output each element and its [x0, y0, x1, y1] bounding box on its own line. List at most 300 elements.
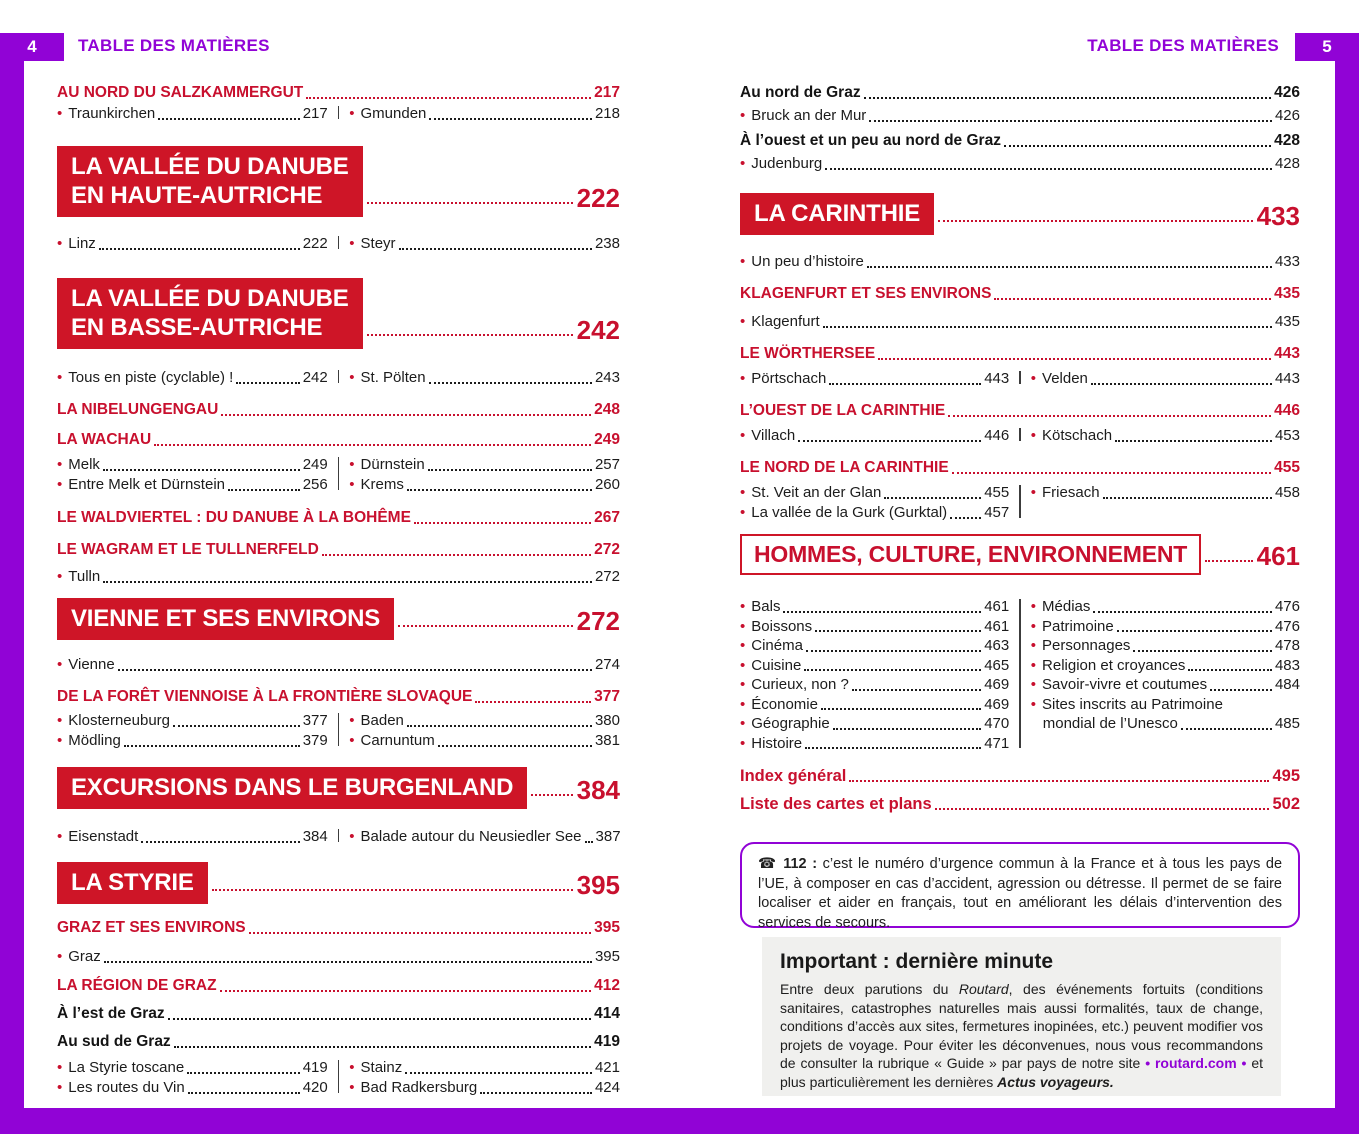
page-ref: 461	[984, 617, 1010, 635]
leader-dots	[938, 220, 1253, 222]
toc-entry	[1031, 617, 1300, 637]
chapter-title: EXCURSIONS DANS LE BURGENLAND	[71, 774, 514, 801]
page-ref: 395	[594, 948, 620, 965]
section-label: LE WALDVIERTEL : DU DANUBE À LA BOHÊME	[57, 509, 411, 526]
page-ref: 426	[1274, 84, 1300, 101]
important-box-body	[780, 980, 1263, 1091]
entry-label: Cuisine	[751, 656, 802, 674]
entry-label: Patrimoine	[1042, 617, 1114, 635]
leader-dots	[823, 326, 1272, 328]
toc-entry	[740, 714, 1009, 734]
toc-entry	[740, 312, 1300, 332]
toc-entry	[57, 368, 328, 388]
page-ref: 471	[984, 734, 1010, 752]
leader-dots	[104, 961, 592, 963]
page-ref: 377	[594, 688, 620, 705]
page-ref: 238	[594, 235, 620, 252]
page-ref: 426	[1274, 107, 1300, 124]
toc-entry	[57, 104, 328, 124]
chapter-banner	[740, 193, 934, 235]
leader-dots	[815, 630, 981, 632]
page-ref: 217	[594, 84, 620, 101]
toc-section	[57, 918, 620, 938]
page-ref: 455	[984, 484, 1010, 501]
toc-left-page	[57, 0, 620, 1098]
section-label: LE NORD DE LA CARINTHIE	[740, 459, 949, 476]
leader-dots	[407, 725, 592, 727]
important-last-minute-box	[762, 937, 1281, 1096]
leader-dots	[806, 650, 981, 652]
chapter-banner	[57, 278, 363, 349]
page-ref: 419	[302, 1059, 328, 1076]
entry-label: Un peu d’histoire	[751, 253, 864, 270]
bullet-icon: •	[1030, 427, 1037, 444]
toc-entry	[57, 1058, 328, 1078]
toc-entry	[57, 475, 328, 495]
toc-entry	[740, 483, 1009, 503]
entry-label: Vienne	[68, 656, 115, 673]
toc-entry	[57, 234, 328, 254]
toc-section	[740, 284, 1300, 304]
toc-entry	[57, 827, 328, 847]
toc-entry	[349, 104, 620, 124]
bullet-icon: •	[349, 1079, 355, 1096]
right-page-number-badge: 5	[1295, 33, 1359, 61]
entry-label: Kötschach	[1042, 427, 1113, 444]
page-ref: 465	[984, 656, 1010, 674]
leader-dots	[805, 747, 981, 749]
toc-subsection	[740, 83, 1300, 103]
routard-site-link[interactable]: routard.com	[1154, 1055, 1237, 1071]
body-text: Entre deux parutions du	[780, 981, 959, 997]
page-ref: 461	[984, 598, 1010, 615]
bullet-icon: •	[740, 676, 746, 693]
toc-entry	[740, 252, 1300, 272]
leader-dots	[833, 728, 982, 730]
leader-dots	[249, 932, 592, 934]
leader-dots	[414, 522, 591, 524]
leader-dots	[531, 794, 572, 796]
bullet-icon: •	[57, 369, 63, 386]
toc-entry	[740, 154, 1300, 174]
left-purple-strip	[0, 61, 24, 1134]
toc-two-column-row	[57, 234, 620, 254]
leader-dots	[950, 517, 981, 519]
page-ref: 217	[302, 105, 328, 122]
leader-dots	[187, 1072, 300, 1074]
leader-dots	[475, 701, 591, 703]
bullet-icon: •	[740, 253, 746, 270]
entry-label: Klagenfurt	[751, 313, 820, 330]
chapter-banner-row	[740, 534, 1300, 575]
toc-entry	[740, 675, 1009, 695]
bullet-icon: •	[740, 370, 746, 387]
leader-dots	[367, 202, 573, 204]
leader-dots	[1103, 497, 1272, 499]
toc-two-column-row	[57, 368, 620, 388]
chapter-page-ref: 222	[576, 183, 620, 213]
toc-entry	[349, 368, 620, 388]
entry-label: Krems	[360, 476, 404, 493]
leader-dots	[829, 383, 981, 385]
page-ref: 483	[1274, 656, 1300, 674]
page-ref: 414	[594, 1005, 620, 1022]
toc-entry	[1031, 675, 1300, 695]
page-ref: 380	[594, 712, 620, 729]
toc-entry	[349, 1058, 620, 1078]
index-label: Index général	[740, 767, 847, 785]
page-ref: 387	[595, 828, 621, 845]
toc-entry	[57, 947, 620, 967]
bullet-icon: •	[349, 712, 355, 729]
leader-dots	[407, 489, 592, 491]
bullet-icon: •	[1030, 617, 1037, 635]
column-divider	[338, 370, 340, 383]
right-purple-strip	[1335, 61, 1359, 1134]
actus-voyageurs-bold-italic: Actus voyageurs.	[997, 1073, 1114, 1090]
page-ref: 484	[1274, 676, 1300, 693]
entry-label: Histoire	[751, 734, 803, 752]
bullet-icon: •	[349, 456, 355, 473]
toc-entry	[57, 655, 620, 675]
chapter-outline-banner	[740, 534, 1201, 575]
leader-dots	[212, 889, 573, 891]
section-label: GRAZ ET SES ENVIRONS	[57, 919, 246, 936]
page-ref: 379	[302, 732, 328, 749]
leader-dots	[228, 489, 300, 491]
leader-dots	[952, 472, 1271, 474]
page-ref: 433	[1274, 253, 1300, 270]
bullet-icon: •	[1030, 656, 1037, 674]
column-divider	[338, 713, 340, 746]
toc-entry	[740, 503, 1009, 523]
chapter-page-ref: 395	[576, 870, 620, 900]
page-ref: 256	[302, 476, 328, 493]
leader-dots	[124, 745, 300, 747]
page-ref: 463	[984, 637, 1010, 654]
page-ref: 446	[984, 427, 1010, 444]
phone-icon: ☎	[758, 856, 778, 872]
toc-entry	[740, 656, 1009, 676]
bullet-icon: •	[349, 732, 355, 749]
toc-entry	[349, 827, 620, 847]
section-label: LA NIBELUNGENGAU	[57, 401, 219, 418]
entry-label: Curieux, non ?	[751, 676, 849, 693]
chapter-banner-row	[57, 862, 620, 904]
leader-dots	[99, 248, 300, 250]
toc-section	[57, 430, 620, 450]
toc-two-column-row	[740, 483, 1300, 523]
page-ref: 428	[1274, 132, 1300, 149]
chapter-title: LA STYRIE	[71, 869, 194, 896]
page-ref: 485	[1274, 715, 1300, 732]
column-divider	[338, 236, 340, 249]
page-ref: 384	[302, 828, 328, 845]
chapter-banner	[57, 862, 208, 904]
page-ref: 267	[594, 509, 620, 526]
chapter-banner	[57, 598, 394, 640]
entry-label: Bals	[751, 598, 781, 615]
bullet-icon: •	[740, 734, 746, 752]
column-divider	[1019, 371, 1021, 384]
entry-label: St. Veit an der Glan	[751, 484, 882, 501]
section-label: DE LA FORÊT VIENNOISE À LA FRONTIÈRE SLOVAQUE	[57, 688, 473, 705]
page-ref: 395	[594, 919, 620, 936]
entry-label: Bad Radkersburg	[360, 1079, 478, 1096]
bullet-icon: •	[740, 155, 746, 172]
entry-label: Bruck an der Mur	[751, 107, 867, 124]
leader-dots	[948, 415, 1271, 417]
column-divider	[1019, 485, 1021, 518]
toc-entry	[740, 734, 1009, 754]
bullet-icon: •	[740, 637, 746, 654]
index-entry	[740, 793, 1300, 815]
leader-dots	[306, 97, 591, 99]
left-page-number-badge: 4	[0, 33, 64, 61]
bullet-icon: •	[1030, 695, 1037, 713]
leader-dots	[158, 118, 299, 120]
page-ref: 419	[594, 1033, 620, 1050]
bullet-icon: •	[1030, 676, 1037, 693]
page-ref: 272	[594, 541, 620, 558]
section-label: LE WAGRAM ET LE TULLNERFELD	[57, 541, 319, 558]
body-text: et plus particulièrement les dernières	[780, 1055, 1263, 1090]
chapter-page-ref: 272	[576, 606, 620, 636]
toc-entry	[740, 597, 1009, 617]
body-text: , des événements fortuits (conditions sanitaires, catastrophes naturelles mais aussi formalités, taux de change, conditions d’accès aux sites, fermetures inopinées, etc.) peuvent modifier vos projets de voyage. Pour éviter les déconvenues, nous vous recommandons de consulter la rubrique « Guide » par pays de notre site	[780, 981, 1263, 1071]
leader-dots	[399, 248, 592, 250]
page-ref: 446	[1274, 402, 1300, 419]
leader-dots	[236, 382, 299, 384]
entry-label: Tous en piste (cyclable) !	[68, 369, 234, 386]
bottom-purple-bar	[0, 1108, 1359, 1134]
toc-entry	[740, 695, 1009, 715]
bullet-icon: •	[349, 476, 355, 493]
entry-label: Eisenstadt	[68, 828, 139, 845]
entry-label: Carnuntum	[360, 732, 435, 749]
leader-dots	[221, 414, 591, 416]
entry-label: Pörtschach	[751, 370, 827, 387]
toc-entry	[740, 106, 1300, 126]
entry-label: Entre Melk et Dürnstein	[68, 476, 225, 493]
toc-entry	[1031, 426, 1300, 446]
leader-dots	[867, 266, 1272, 268]
page-ref: 455	[1274, 459, 1300, 476]
chapter-banner-row	[57, 598, 620, 640]
bullet-icon: •	[349, 235, 355, 252]
entry-label: St. Pölten	[360, 369, 426, 386]
entry-label: Dürnstein	[360, 456, 425, 473]
leader-dots	[322, 554, 591, 556]
entry-label: Friesach	[1042, 484, 1100, 501]
toc-section	[57, 508, 620, 528]
toc-section	[740, 458, 1300, 478]
entry-label: mondial de l’Unesco	[1042, 715, 1178, 732]
page-ref: 257	[594, 456, 620, 473]
entry-label: Mödling	[68, 732, 121, 749]
entry-label: Klosterneuburg	[68, 712, 170, 729]
subsection-label: Au nord de Graz	[740, 84, 861, 101]
chapter-title: HOMMES, CULTURE, ENVIRONNEMENT	[754, 541, 1188, 567]
bullet-icon: •	[57, 476, 63, 493]
page-ref: 469	[984, 695, 1010, 713]
bullet-icon: •	[349, 828, 355, 845]
toc-section	[57, 540, 620, 560]
leader-dots	[821, 708, 981, 710]
leader-dots	[103, 469, 300, 471]
leader-dots	[429, 382, 592, 384]
page-ref: 469	[984, 676, 1010, 693]
leader-dots	[173, 725, 300, 727]
toc-two-column-row	[740, 369, 1300, 389]
toc-entry	[740, 636, 1009, 656]
entry-label: Villach	[751, 427, 796, 444]
toc-section	[57, 400, 620, 420]
bullet-icon: •	[740, 695, 746, 713]
page-ref: 274	[594, 656, 620, 673]
leader-dots	[429, 118, 592, 120]
bullet-icon: •	[1145, 1055, 1155, 1071]
page-ref: 476	[1274, 598, 1300, 615]
entry-label: Économie	[751, 695, 818, 713]
leader-dots	[783, 611, 981, 613]
page-ref: 421	[594, 1059, 620, 1076]
page-ref: 377	[302, 712, 328, 729]
leader-dots	[118, 669, 592, 671]
chapter-banner-row	[57, 278, 620, 349]
chapter-banner	[57, 146, 363, 217]
column-divider	[1019, 599, 1021, 748]
toc-entry	[1031, 636, 1300, 656]
leader-dots	[480, 1092, 592, 1094]
toc-entry	[349, 731, 620, 751]
page-ref: 495	[1272, 767, 1300, 785]
index-label: Liste des cartes et plans	[740, 795, 932, 813]
toc-entry	[1031, 483, 1300, 503]
leader-dots	[174, 1046, 591, 1048]
chapter-title: LA CARINTHIE	[754, 200, 921, 227]
leader-dots	[405, 1072, 592, 1074]
right-header-title: TABLE DES MATIÈRES	[1087, 36, 1279, 55]
section-label: LE WÖRTHERSEE	[740, 345, 876, 362]
page-ref: 420	[302, 1079, 328, 1096]
bullet-icon: •	[740, 504, 746, 521]
column-divider	[338, 457, 340, 490]
bullet-icon: •	[740, 656, 746, 674]
page-ref: 502	[1272, 795, 1300, 813]
page-ref: 424	[594, 1079, 620, 1096]
leader-dots	[935, 808, 1270, 810]
leader-dots	[1091, 383, 1272, 385]
entry-label: Religion et croyances	[1042, 656, 1186, 674]
toc-two-column-row	[740, 426, 1300, 446]
toc-section	[57, 687, 620, 707]
bullet-icon: •	[1030, 637, 1037, 654]
page-ref: 381	[594, 732, 620, 749]
leader-dots	[367, 334, 573, 336]
leader-dots	[1133, 650, 1272, 652]
bullet-icon: •	[740, 427, 746, 444]
entry-label: Traunkirchen	[68, 105, 156, 122]
bullet-icon: •	[57, 1079, 63, 1096]
emergency-text: c’est le numéro d’urgence commun à la France et à tous les pays de l’UE, à composer en cas d’accident, agression ou détresse. Il permet de se faire localiser et aider en français, tout en améliorant les délais d’intervention des services de secours.	[758, 856, 1283, 931]
page-ref: 412	[594, 977, 620, 994]
toc-two-column-row	[57, 711, 620, 751]
leader-dots	[1181, 728, 1272, 730]
entry-label: Graz	[68, 948, 101, 965]
toc-entry	[740, 426, 1009, 446]
leader-dots	[1188, 669, 1272, 671]
leader-dots	[220, 990, 592, 992]
chapter-page-ref: 384	[576, 775, 620, 805]
subsection-label: Au sud de Graz	[57, 1033, 171, 1050]
chapter-banner-row	[57, 767, 620, 809]
bullet-icon: •	[1030, 370, 1037, 387]
emergency-112-callout	[740, 842, 1300, 931]
chapter-banner-row	[740, 193, 1300, 235]
entry-label: Savoir-vivre et coutumes	[1042, 676, 1208, 693]
leader-dots	[864, 97, 1272, 99]
leader-dots	[1093, 611, 1272, 613]
toc-entry	[57, 455, 328, 475]
section-label: AU NORD DU SALZKAMMERGUT	[57, 84, 304, 101]
leader-dots	[994, 298, 1271, 300]
toc-entry	[349, 234, 620, 254]
page-ref: 443	[1274, 370, 1300, 387]
entry-label: Linz	[68, 235, 96, 252]
bullet-icon: •	[57, 568, 63, 585]
page-ref: 458	[1274, 484, 1300, 501]
toc-entry	[349, 455, 620, 475]
bullet-icon: •	[740, 598, 746, 615]
chapter-title-line1: LA VALLÉE DU DANUBE	[71, 285, 349, 312]
chapter-title: VIENNE ET SES ENVIRONS	[71, 605, 381, 632]
page-ref: 222	[302, 235, 328, 252]
page-ref: 242	[302, 369, 328, 386]
toc-section	[740, 401, 1300, 421]
column-divider	[1019, 428, 1021, 441]
leader-dots	[869, 120, 1272, 122]
toc-entry	[57, 711, 328, 731]
bullet-icon: •	[57, 456, 63, 473]
entry-label: Gmunden	[360, 105, 427, 122]
entry-label: Baden	[360, 712, 404, 729]
page-ref: 272	[594, 568, 620, 585]
page-ref: 457	[984, 504, 1010, 521]
toc-two-column-row	[57, 104, 620, 124]
toc-entry	[57, 731, 328, 751]
emergency-number: 112 :	[783, 856, 818, 872]
bullet-icon: •	[349, 105, 355, 122]
chapter-title-line1: LA VALLÉE DU DANUBE	[71, 153, 349, 180]
bullet-icon: •	[740, 107, 746, 124]
entry-label: Personnages	[1042, 637, 1131, 654]
column-divider	[338, 829, 340, 842]
leader-dots	[428, 469, 592, 471]
leader-dots	[141, 841, 299, 843]
toc-subsection	[57, 1004, 620, 1024]
entry-label: Stainz	[360, 1059, 403, 1076]
section-label: KLAGENFURT ET SES ENVIRONS	[740, 285, 992, 302]
page-ref: 435	[1274, 285, 1300, 302]
page-ref: 443	[1274, 345, 1300, 362]
leader-dots	[884, 497, 981, 499]
bullet-icon: •	[57, 105, 63, 122]
toc-entry	[57, 1078, 328, 1098]
page-ref: 249	[594, 431, 620, 448]
bullet-icon: •	[349, 1059, 355, 1076]
page-ref: 476	[1274, 617, 1300, 635]
